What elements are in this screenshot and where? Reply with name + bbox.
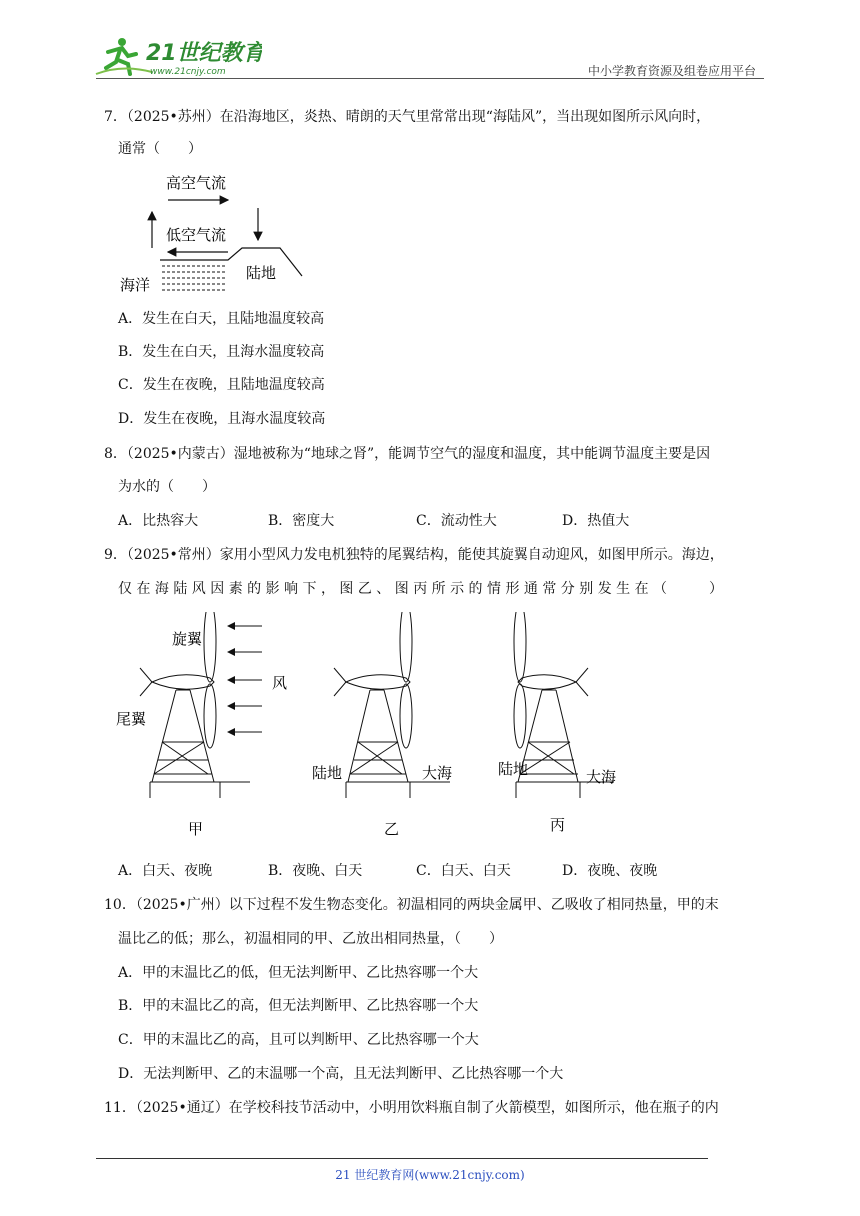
q9-stem-line1: 9．（2025•常州）家用小型风力发电机独特的尾翼结构，能使其旋翼自动迎风，如图甲所示。海边， bbox=[104, 547, 724, 563]
wind-label: 风 bbox=[272, 674, 288, 692]
footer-divider bbox=[96, 1158, 708, 1159]
header-divider bbox=[96, 78, 764, 79]
q10-stem-line1: 10．（2025•广州）以下过程不发生物态变化。初温相同的两块金属甲、乙吸收了相同热量，甲的末 bbox=[104, 897, 719, 913]
q8-option-d[interactable]: D．热值大 bbox=[562, 513, 630, 529]
q7-stem-line2: 通常（ ） bbox=[118, 141, 202, 157]
q10-option-c[interactable]: C．甲的末温比乙的高，且可以判断甲、乙比热容哪一个大 bbox=[118, 1032, 479, 1048]
footer-text[interactable]: 21 世纪教育网(www.21cnjy.com) bbox=[335, 1168, 525, 1182]
sea-label-c: 大海 bbox=[586, 768, 617, 786]
site-logo bbox=[92, 34, 262, 78]
q10-option-b[interactable]: B．甲的末温比乙的高，但无法判断甲、乙比热容哪一个大 bbox=[118, 998, 479, 1014]
q9-option-c[interactable]: C．白天、白天 bbox=[416, 863, 511, 879]
logo-url: www.21cnjy.com bbox=[150, 67, 226, 77]
q8-option-b[interactable]: B．密度大 bbox=[268, 513, 335, 529]
q10-option-a[interactable]: A．甲的末温比乙的低，但无法判断甲、乙比热容哪一个大 bbox=[118, 965, 479, 981]
q9-option-a[interactable]: A．白天、夜晚 bbox=[118, 863, 213, 879]
lower-flow-label: 低空气流 bbox=[166, 226, 227, 244]
land-label-c: 陆地 bbox=[498, 760, 529, 778]
land-label: 陆地 bbox=[246, 264, 277, 282]
q9-option-b[interactable]: B．夜晚、白天 bbox=[268, 863, 363, 879]
label-bing: 丙 bbox=[550, 816, 566, 834]
q7-option-c[interactable]: C．发生在夜晚，且陆地温度较高 bbox=[118, 377, 325, 393]
tail-label: 尾翼 bbox=[116, 710, 147, 728]
wind-arrows bbox=[228, 626, 262, 732]
land-label-b: 陆地 bbox=[312, 764, 343, 782]
q10-option-d[interactable]: D．无法判断甲、乙的末温哪一个高，且无法判断甲、乙比热容哪一个大 bbox=[118, 1066, 564, 1082]
q7-option-d[interactable]: D．发生在夜晚，且海水温度较高 bbox=[118, 411, 326, 427]
platform-name: 中小学教育资源及组卷应用平台 bbox=[587, 64, 756, 78]
sea-label-b: 大海 bbox=[422, 764, 453, 782]
q10-stem-line2: 温比乙的低；那么，初温相同的甲、乙放出相同热量，（ ） bbox=[118, 931, 503, 947]
logo-text: 21世纪教育 bbox=[146, 41, 262, 66]
q11-stem-line1: 11．（2025•通辽）在学校科技节活动中，小明用饮料瓶自制了火箭模型，如图所示，他在瓶子的内 bbox=[104, 1100, 719, 1116]
label-jia: 甲 bbox=[188, 820, 204, 838]
q9-option-d[interactable]: D．夜晚、夜晚 bbox=[562, 863, 658, 879]
ocean-waves bbox=[162, 266, 226, 290]
sea-land-breeze-diagram bbox=[116, 168, 316, 300]
q9-stem-line2: 仅 在 海 陆 风 因 素 的 影 响 下 ， 图 乙 、 图 丙 所 示 的 情 形 通 常 分 别 发 生 在 （ ） bbox=[118, 581, 724, 597]
q8-stem-line2: 为水的（ ） bbox=[118, 479, 216, 495]
q7-option-b[interactable]: B．发生在白天，且海水温度较高 bbox=[118, 344, 325, 360]
label-yi: 乙 bbox=[384, 820, 400, 838]
q8-stem-line1: 8．（2025•内蒙古）湿地被称为“地球之肾”，能调节空气的湿度和温度，其中能调节温度主要是因 bbox=[104, 446, 711, 462]
ocean-label: 海洋 bbox=[120, 276, 151, 294]
q7-stem-line1: 7．（2025•苏州）在沿海地区，炎热、晴朗的天气里常常出现“海陆风”，当出现如图所示风向时， bbox=[104, 109, 711, 125]
q8-option-a[interactable]: A．比热容大 bbox=[118, 513, 199, 529]
rotor-label: 旋翼 bbox=[172, 630, 203, 648]
runner-icon bbox=[96, 38, 152, 74]
q8-option-c[interactable]: C．流动性大 bbox=[416, 513, 497, 529]
q7-option-a[interactable]: A．发生在白天，且陆地温度较高 bbox=[118, 311, 325, 327]
upper-flow-label: 高空气流 bbox=[166, 174, 227, 192]
wind-turbine-diagrams bbox=[110, 612, 630, 844]
